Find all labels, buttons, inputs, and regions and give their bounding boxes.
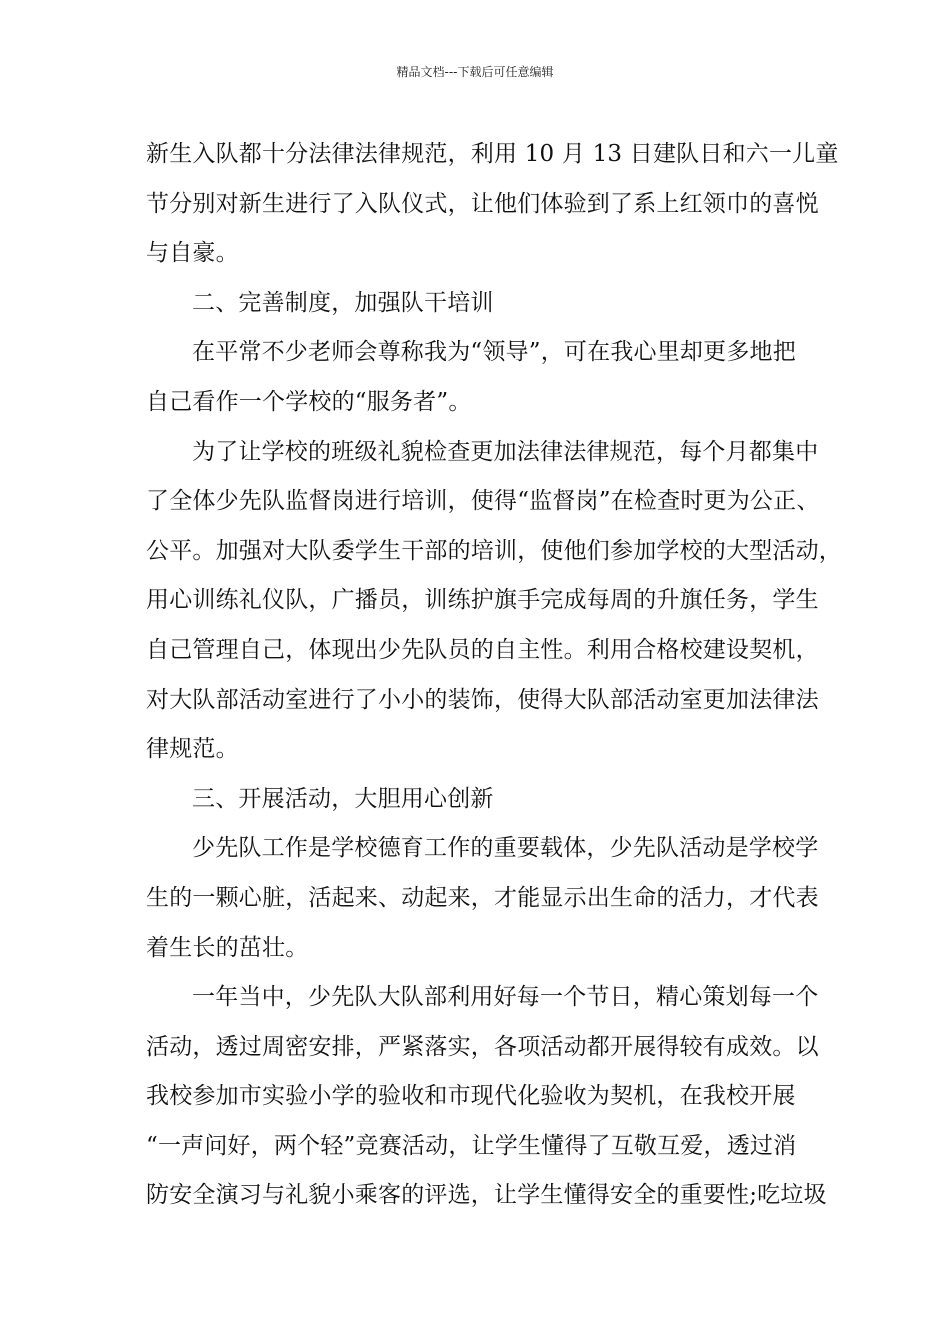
text-line: 着生长的茁壮。: [146, 934, 309, 961]
text-line: 三、开展活动，大胆用心创新: [192, 785, 494, 812]
text-line: 一年当中，少先队大队部利用好每一个节日，精心策划每一个: [192, 984, 819, 1011]
text-line: 自己看作一个学校的“服务者”。: [146, 388, 472, 415]
text-line: 新生入队都十分法律法律规范，利用 10 月 13 日建队日和六一儿童: [146, 141, 839, 167]
text-line: 少先队工作是学校德育工作的重要载体，少先队活动是学校学: [192, 835, 819, 862]
text-line: 对大队部活动室进行了小小的装饰，使得大队部活动室更加法律法: [146, 686, 819, 713]
text-line: “一声问好，两个轻”竞赛活动，让学生懂得了互敬互爱，透过消: [146, 1132, 797, 1159]
text-line: 节分别对新生进行了入队仪式，让他们体验到了系上红领巾的喜悦: [146, 190, 819, 217]
text-line: 了全体少先队监督岗进行培训，使得“监督岗”在检查时更为公正、: [146, 488, 820, 515]
text-line: 二、完善制度，加强队干培训: [192, 289, 494, 316]
text-line: 与自豪。: [146, 240, 239, 267]
text-line: 我校参加市实验小学的验收和市现代化验收为契机，在我校开展: [146, 1083, 796, 1110]
page-header: 精品文档---下载后可任意编辑: [396, 65, 554, 79]
text-line: 自己管理自己，体现出少先队员的自主性。利用合格校建设契机，: [146, 636, 819, 663]
text-line: 为了让学校的班级礼貌检查更加法律法律规范，每个月都集中: [192, 438, 819, 465]
text-line: 防安全演习与礼貌小乘客的评选，让学生懂得安全的重要性;吃垃圾: [146, 1182, 827, 1209]
text-line: 公平。加强对大队委学生干部的培训，使他们参加学校的大型活动，: [146, 537, 842, 564]
text-line: 活动，透过周密安排，严紧落实，各项活动都开展得较有成效。以: [146, 1033, 819, 1060]
text-line: 用心训练礼仪队，广播员，训练护旗手完成每周的升旗任务，学生: [146, 587, 819, 614]
text-line: 在平常不少老师会尊称我为“领导”，可在我心里却更多地把: [192, 339, 796, 366]
text-line: 律规范。: [146, 736, 239, 763]
document-body: [146, 130, 842, 1221]
text-line: 生的一颗心脏，活起来、动起来，才能显示出生命的活力，才代表: [146, 884, 819, 911]
